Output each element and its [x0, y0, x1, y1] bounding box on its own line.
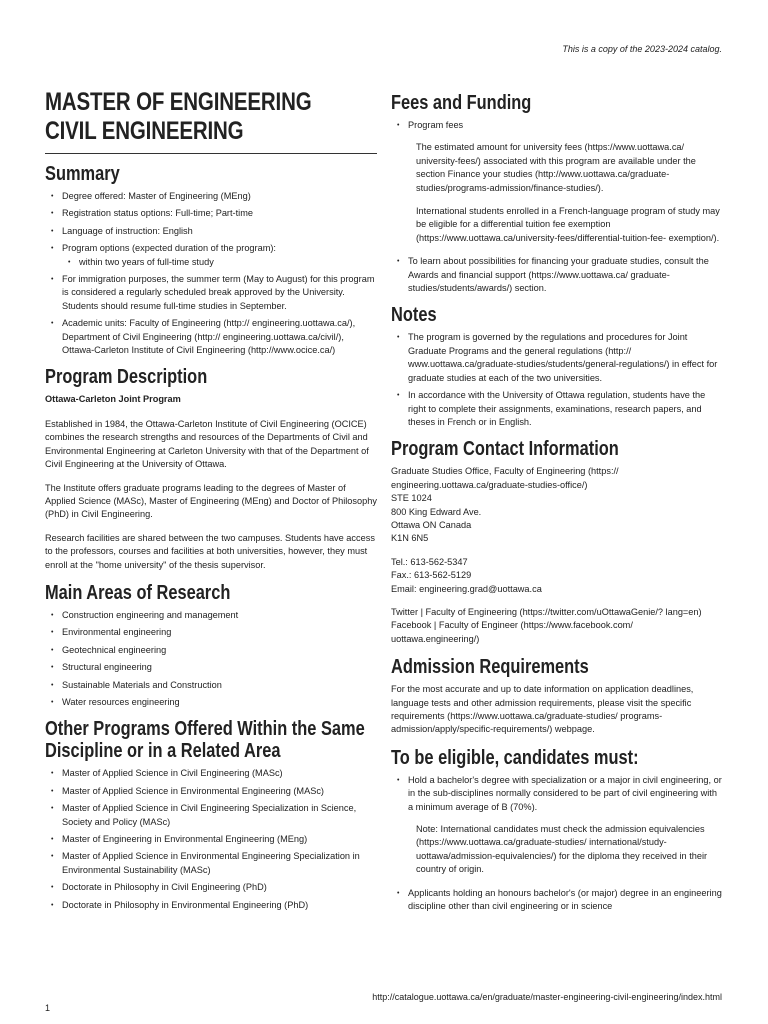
summary-item-text: Program options (expected duration of the program): [62, 243, 276, 254]
fees-list-2 [391, 255, 723, 295]
summary-subitem: • within two years of full-time study [79, 256, 377, 269]
contact-office: Graduate Studies Office, Faculty of Engineering (https:// engineering.uottawa.ca/graduate-studies-office/) [391, 466, 619, 490]
summary-item: • Academic units: Faculty of Engineering (http:// engineering.uottawa.ca/), Department of Civil Engineering (http:// engineering.uottawa.ca/civil/), Ottawa-Carleton Institute of Civil Engineering (http://www.ocice.ca/) [62, 317, 377, 357]
contact-suite: STE 1024 [391, 493, 432, 504]
notes-heading: Notes [391, 304, 437, 327]
program-item: • Master of Applied Science in Environmental Engineering Specialization in Environmental Sustainability (MASc) [62, 850, 377, 877]
summary-item [62, 242, 377, 269]
summary-list [45, 190, 377, 357]
program-item: • Master of Engineering in Environmental Engineering (MEng) [62, 833, 377, 846]
research-list [45, 609, 377, 709]
admission-heading: Admission Requirements [391, 656, 589, 679]
fees-list [391, 119, 723, 132]
research-item: • Environmental engineering [62, 626, 377, 639]
eligible-heading: To be eligible, candidates must: [391, 746, 639, 769]
contact-fax: Fax.: 613-562-5129 [391, 570, 472, 581]
title-line-1: MASTER OF ENGINEERING [45, 88, 312, 116]
other-programs-list [45, 767, 377, 912]
contact-tel: Tel.: 613-562-5347 [391, 556, 468, 567]
summary-item: • For immigration purposes, the summer term (May to August) for this program is considered a regularly scheduled break approved by the University. Students should resume full-time studies in September. [62, 273, 377, 313]
research-item: • Geotechnical engineering [62, 644, 377, 657]
contact-twitter-link[interactable]: Twitter | Faculty of Engineering (https://twitter.com/uOttawaGenie/? lang=en) [391, 606, 702, 617]
program-item: • Master of Applied Science in Civil Engineering Specialization in Science, Society and Policy (MASc) [62, 802, 377, 829]
fees-heading: Fees and Funding [391, 92, 532, 114]
notes-list [391, 331, 723, 429]
page-title [45, 88, 317, 146]
summary-item: • Language of instruction: English [62, 225, 377, 238]
description-paragraph: Established in 1984, the Ottawa-Carleton Institute of Civil Engineering (OCICE) combines the research strengths and resources of the Departments of Civil and Environmental Engineering at Carleton University with that of the Department of Civil Engineering at the University of Ottawa. [45, 418, 369, 470]
title-line-2: CIVIL ENGINEERING [45, 117, 244, 145]
description-subheading: Ottawa-Carleton Joint Program [45, 394, 181, 405]
summary-heading: Summary [45, 163, 120, 185]
summary-item: • Degree offered: Master of Engineering (MEng) [62, 190, 377, 203]
research-item: • Structural engineering [62, 661, 377, 674]
research-item: • Water resources engineering [62, 696, 377, 709]
summary-sublist [62, 256, 377, 269]
contact-postal: K1N 6N5 [391, 533, 429, 544]
fees-item: • To learn about possibilities for financing your graduate studies, consult the Awards and financial support (https://www.uottawa.ca/ graduate-studies/students/awards/) section. [408, 255, 723, 295]
fees-paragraph: International students enrolled in a French-language program of study may be eligible for a differential tuition fee exemption (https://www.uottawa.ca/university-fees/differential-tuition-fee- exemption/). [416, 206, 720, 243]
fees-paragraph: The estimated amount for university fees (https://www.uottawa.ca/ university-fees/) associated with this program are available under the section Finance your studies (http://www.uottawa.ca/graduate- studies/programs-admission/finance-studies/). [416, 142, 696, 193]
contact-email[interactable]: Email: engineering.grad@uottawa.ca [391, 583, 542, 594]
contact-city: Ottawa ON Canada [391, 519, 472, 530]
other-programs-heading [45, 718, 365, 763]
research-item: • Sustainable Materials and Construction [62, 679, 377, 692]
note-item: • In accordance with the University of Ottawa regulation, students have the right to complete their assignments, examinations, research papers, and theses in French or in English. [408, 389, 723, 429]
eligible-list [391, 774, 723, 814]
description-paragraph: The Institute offers graduate programs leading to the degrees of Master of Applied Science (MASc), Master of Engineering (MEng) and Doctor of Philosophy (PhD) in Civil Engineering. [45, 482, 377, 520]
page-number: 1 [45, 1003, 51, 1013]
program-item: • Doctorate in Philosophy in Civil Engineering (PhD) [62, 881, 377, 894]
contact-facebook-link[interactable]: Facebook | Faculty of Engineer (https://www.facebook.com/ uottawa.engineering/) [391, 620, 633, 644]
research-item: • Construction engineering and management [62, 609, 377, 622]
catalog-notice: This is a copy of the 2023-2024 catalog. [562, 44, 722, 54]
contact-heading: Program Contact Information [391, 438, 619, 461]
research-heading: Main Areas of Research [45, 581, 231, 604]
contact-street: 800 King Edward Ave. [391, 506, 482, 517]
description-paragraph: Research facilities are shared between the two campuses. Students have access to the professors, courses and facilities at both universities, however, they must enroll at the "home university" of the thesis supervisor. [45, 532, 375, 570]
program-item: • Master of Applied Science in Civil Engineering (MASc) [62, 767, 377, 780]
summary-item: • Registration status options: Full-time; Part-time [62, 207, 377, 220]
program-item: • Doctorate in Philosophy in Environmental Engineering (PhD) [62, 899, 377, 912]
description-heading: Program Description [45, 366, 208, 389]
program-item: • Master of Applied Science in Environmental Engineering (MASc) [62, 785, 377, 798]
eligible-item: • Applicants holding an honours bachelor's (or major) degree in an engineering discipline other than civil engineering or in science [408, 887, 723, 914]
eligible-list-2 [391, 887, 723, 914]
eligible-note: Note: International candidates must check the admission equivalencies (https://www.uottawa.ca/graduate-studies/ international/study-uottawa/admission-equivalencies/) for the diploma they received in their country of origin. [416, 824, 708, 875]
note-item: • The program is governed by the regulations and procedures for Joint Graduate Programs and the general regulations (http:// www.uottawa.ca/graduate-studies/students/general-regulations/) in effect for graduate studies at each of the two universities. [408, 331, 723, 385]
title-divider [45, 153, 377, 154]
fees-item: • Program fees [408, 119, 723, 132]
other-programs-heading-line-2: Discipline or in a Related Area [45, 740, 281, 763]
other-programs-heading-line-1: Other Programs Offered Within the Same [45, 718, 365, 741]
footer-url[interactable]: http://catalogue.uottawa.ca/en/graduate/master-engineering-civil-engineering/index.html [372, 992, 722, 1002]
admission-text: For the most accurate and up to date information on application deadlines, language tests and other admission requirements, please visit the specific requirements (https://www.uottawa.ca/graduate-studies/ programs-admission/apply/specific-requirements/) webpage. [391, 684, 694, 735]
eligible-item: • Hold a bachelor's degree with specialization or a major in civil engineering, or in the sub-disciplines normally considered to be part of civil engineering with a minimum average of B (70%). [408, 774, 723, 814]
right-column [391, 88, 723, 917]
left-column [45, 88, 377, 916]
